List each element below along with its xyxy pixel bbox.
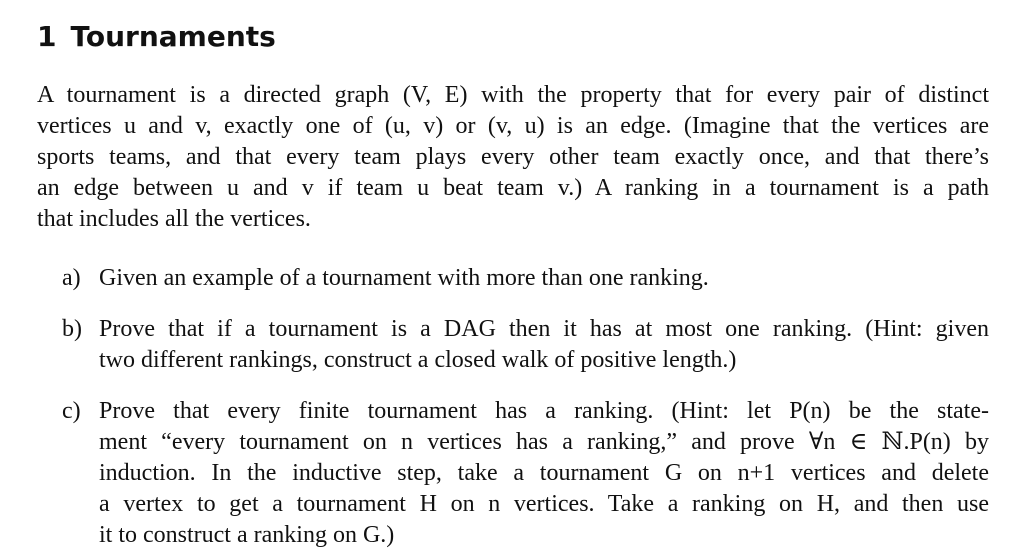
intro-line: sports teams, and that every team plays every other team exactly once, and that there’s <box>37 144 989 170</box>
item-line: it to construct a ranking on G.) <box>99 522 395 548</box>
intro-line: A tournament is a directed graph (V, E) with the property that for every pair of distinct <box>37 82 989 108</box>
section-number: 1 <box>37 20 57 53</box>
item-line: Prove that if a tournament is a DAG then it has at most one ranking. (Hint: given <box>99 316 989 342</box>
item-line: two different rankings, construct a closed walk of positive length.) <box>99 347 737 373</box>
intro-line: that includes all the vertices. <box>37 206 311 232</box>
item-marker: b) <box>62 316 82 342</box>
item-marker: a) <box>62 265 81 291</box>
section-title: Tournaments <box>70 20 276 53</box>
intro-line: vertices u and v, exactly one of (u, v) or (v, u) is an edge. (Imagine that the vertices are <box>37 113 989 139</box>
intro-line: an edge between u and v if team u beat team v.) A ranking in a tournament is a path <box>37 175 989 201</box>
item-line: ment “every tournament on n vertices has a ranking,” and prove ∀n ∈ ℕ.P(n) by <box>99 429 989 455</box>
item-line: induction. In the inductive step, take a tournament G on n+1 vertices and delete <box>99 460 989 486</box>
intro-paragraph <box>37 80 989 235</box>
item-marker: c) <box>62 398 81 424</box>
section-heading <box>37 18 276 56</box>
item-line: a vertex to get a tournament H on n vertices. Take a ranking on H, and then use <box>99 491 989 517</box>
item-text <box>99 396 989 551</box>
item-line: Prove that every finite tournament has a ranking. (Hint: let P(n) be the state- <box>99 398 989 424</box>
item-text <box>99 314 989 376</box>
item-text <box>99 263 989 294</box>
item-line: Given an example of a tournament with more than one ranking. <box>99 265 709 291</box>
